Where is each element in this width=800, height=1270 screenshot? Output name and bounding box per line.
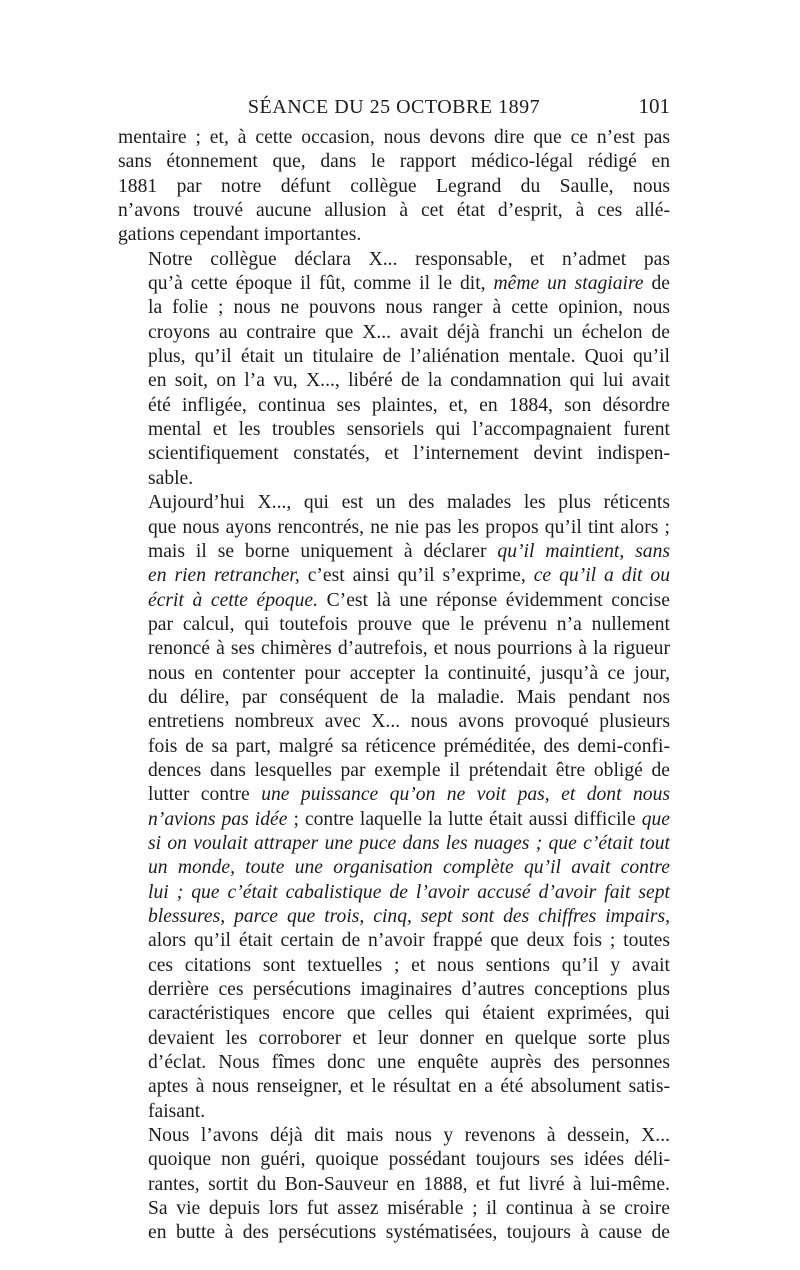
italic-text: n’avions pas idée [148, 808, 288, 830]
text-line [118, 881, 670, 905]
italic-text: écrit à cette époque. [148, 589, 318, 611]
text: fois de sa part, malgré sa réticence préméditée, des demi-confi- [148, 735, 670, 757]
text: mental et les troubles sensoriels qui l’accompagnaient furent [148, 419, 670, 441]
text: été infligée, continua ses plaintes, et, en 1884, son désordre [148, 394, 670, 416]
text: C’est là une réponse évidemment concise [318, 589, 670, 611]
text-line [118, 199, 670, 223]
text-line [118, 150, 670, 174]
text-line [118, 223, 670, 247]
text-line [118, 1100, 670, 1124]
text-line [118, 1173, 670, 1197]
text: Notre collègue déclara X... responsable, et n’admet pas [148, 248, 670, 270]
text-line [118, 369, 670, 393]
text-line [118, 272, 670, 296]
text-line [118, 978, 670, 1002]
text: caractéristiques encore que celles qui étaient exprimées, qui [148, 1003, 670, 1025]
text-line [118, 613, 670, 637]
text-line [118, 589, 670, 613]
text: du délire, par conséquent de la maladie. Mais pendant nos [148, 686, 670, 708]
text-line [118, 710, 670, 734]
text-line [118, 1027, 670, 1051]
running-title: SÉANCE DU 25 OCTOBRE 1897 [247, 96, 541, 118]
text: Nous l’avons déjà dit mais nous y revenons à dessein, X... [148, 1125, 670, 1147]
text-line [118, 735, 670, 759]
text-line [118, 1124, 670, 1148]
text: derrière ces persécutions imaginaires d’autres conceptions plus [148, 979, 670, 1001]
italic-text: lui ; que c’était cabalistique de l’avoir accusé d’avoir fait sept [148, 881, 670, 903]
text: quoique non guéri, quoique possédant toujours ses idées déli- [148, 1149, 670, 1171]
text: n’avons trouvé aucune allusion à cet état d’esprit, à ces allé- [118, 200, 670, 222]
text: mais il se borne uniquement à déclarer [148, 540, 498, 562]
text: entretiens nombreux avec X... nous avons provoqué plusieurs [148, 711, 670, 733]
text-line [118, 394, 670, 418]
italic-text: même un stagiaire [493, 273, 644, 295]
text: ; contre laquelle la lutte était aussi difficile [287, 808, 642, 830]
page-number: 101 [638, 94, 670, 118]
italic-text: ce qu’il a dit ou [533, 565, 670, 587]
text-line [118, 856, 670, 880]
text-line [118, 1148, 670, 1172]
text-line [118, 1075, 670, 1099]
text: dences dans lesquelles par exemple il prétendait être obligé de [148, 759, 670, 781]
italic-text: qu’il maintient, sans [497, 540, 670, 562]
text-line [118, 1197, 670, 1221]
text: renoncé à ses chimères d’autrefois, et nous pourrions à la rigueur [148, 638, 670, 660]
text-line [118, 467, 670, 491]
text: sans étonnement que, dans le rapport médico-légal rédigé en [118, 151, 670, 173]
text: plus, qu’il était un titulaire de l’aliénation mentale. Quoi qu’il [148, 346, 670, 368]
paragraph [118, 126, 670, 248]
italic-text: en rien retrancher, [148, 565, 300, 587]
text-line [118, 1002, 670, 1026]
text-line [118, 418, 670, 442]
text-line [118, 296, 670, 320]
text-line [118, 321, 670, 345]
text-line [118, 929, 670, 953]
text-line [118, 759, 670, 783]
text: faisant. [148, 1100, 206, 1122]
body-text [118, 126, 670, 1246]
italic-text: une puissance qu’on ne voit pas, et dont nous [261, 784, 671, 806]
text-line [118, 491, 670, 515]
text-line [118, 248, 670, 272]
text-line [118, 540, 670, 564]
text: d’éclat. Nous fîmes donc une enquête auprès des personnes [148, 1052, 670, 1074]
paragraph [118, 248, 670, 491]
text-line [118, 905, 670, 929]
text: lutter contre [148, 784, 262, 806]
text: sable. [148, 467, 194, 489]
text: Sa vie depuis lors fut assez misérable ; il continua à se croire [148, 1198, 670, 1220]
running-header [118, 92, 670, 120]
text: par calcul, qui toutefois prouve que le prévenu n’a nullement [148, 613, 670, 635]
text: la folie ; nous ne pouvons nous ranger à cette opinion, nous [148, 297, 670, 319]
text-line [118, 637, 670, 661]
text: mentaire ; et, à cette occasion, nous devons dire que ce n’est pas [118, 127, 670, 148]
text: gations cependant importantes. [118, 224, 362, 246]
paragraph [118, 491, 670, 1124]
italic-text: si on voulait attraper une puce dans les nuages ; que c’était tout [148, 832, 670, 854]
text: croyons au contraire que X... avait déjà franchi un échelon de [148, 321, 670, 343]
text: 1881 par notre défunt collègue Legrand du Saulle, nous [118, 175, 670, 197]
text-line [118, 686, 670, 710]
text-line [118, 516, 670, 540]
text: rantes, sortit du Bon-Sauveur en 1888, et fut livré à lui-même. [148, 1173, 670, 1195]
paragraph [118, 1124, 670, 1246]
text: alors qu’il était certain de n’avoir frappé que deux fois ; toutes [148, 930, 670, 952]
text-line [118, 662, 670, 686]
text-line [118, 954, 670, 978]
text: c’est ainsi qu’il s’exprime, [299, 565, 534, 587]
text-line [118, 783, 670, 807]
text-line [118, 564, 670, 588]
italic-text: blessures, parce que trois, cinq, sept sont des chiffres impairs, [148, 906, 670, 927]
text: devaient les corroborer et leur donner en quelque sorte plus [148, 1027, 670, 1049]
text-line [118, 175, 670, 199]
text-line [118, 345, 670, 369]
text: aptes à nous renseigner, et le résultat en a été absolument satis- [148, 1076, 670, 1098]
text: Aujourd’hui X..., qui est un des malades les plus réticents [148, 492, 670, 514]
text: scientifiquement constatés, et l’internement devint indispen- [148, 443, 670, 465]
text: que nous ayons rencontrés, ne nie pas les propos qu’il tint alors ; [148, 516, 670, 538]
text-line [118, 126, 670, 150]
text: qu’à cette époque il fût, comme il le dit, [148, 273, 494, 295]
text: de [643, 273, 670, 295]
text-line [118, 808, 670, 832]
text-line [118, 1221, 670, 1245]
text: en soit, on l’a vu, X..., libéré de la condamnation qui lui avait [148, 370, 670, 392]
text-line [118, 832, 670, 856]
italic-text: que [641, 808, 670, 830]
text: ces citations sont textuelles ; et nous sentions qu’il y avait [148, 954, 670, 976]
text-line [118, 442, 670, 466]
text-line [118, 1051, 670, 1075]
italic-text: un monde, toute une organisation complète qu’il avait contre [148, 857, 670, 879]
text: en butte à des persécutions systématisées, toujours à cause de [148, 1222, 670, 1244]
text: nous en contenter pour accepter la continuité, jusqu’à ce jour, [148, 662, 670, 684]
